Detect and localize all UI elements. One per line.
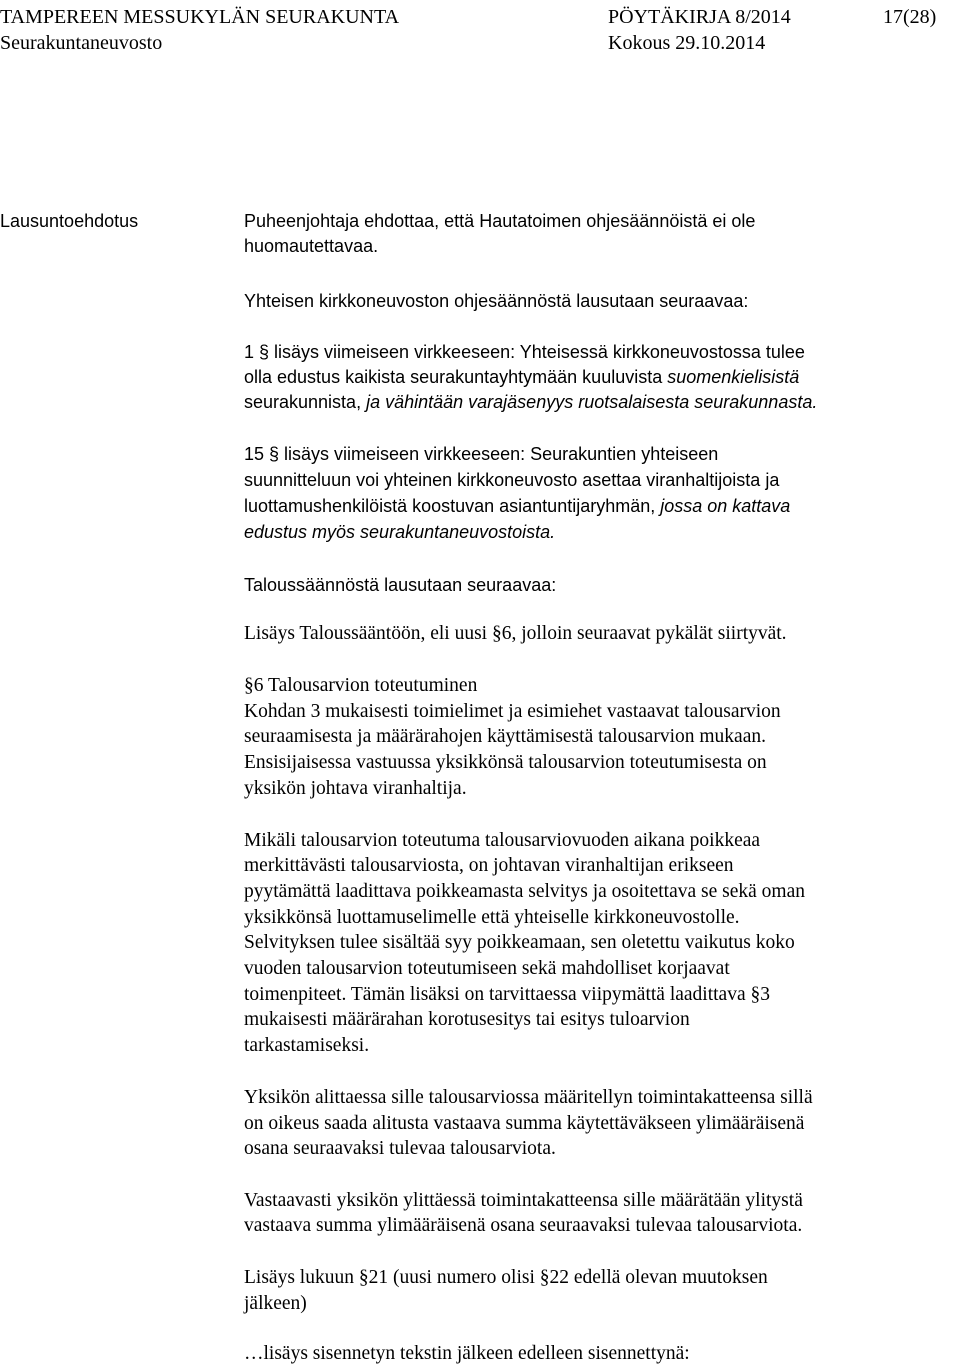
text-line: toimenpiteet. Tämän lisäksi on tarvittaessa viipymättä laadittava §3 xyxy=(244,984,770,1005)
text-line: vuoden talousarvion toteutumiseen sekä mahdolliset korjaavat xyxy=(244,958,730,979)
text-line xyxy=(244,364,799,390)
text-line: 15 § lisäys viimeiseen virkkeeseen: Seurakuntien yhteiseen xyxy=(244,444,719,464)
text-line: mukaisesti määrärahan korotusesitys tai esitys tuloarvion xyxy=(244,1009,690,1030)
organization-name: TAMPEREEN MESSUKYLÄN SEURAKUNTA xyxy=(0,6,400,28)
text-line: jälkeen) xyxy=(244,1293,307,1314)
text-line: Vastaavasti yksikön ylittäessä toimintakatteensa sille määrätään ylitystä xyxy=(244,1190,803,1211)
governing-body: Seurakuntaneuvosto xyxy=(0,32,163,54)
text-span: olla edustus kaikista seurakuntayhtymään kuuluvista xyxy=(244,367,668,387)
text-line: Yksikön alittaessa sille talousarviossa määritellyn toimintakatteensa sillä xyxy=(244,1087,813,1108)
text-line: Kohdan 3 mukaisesti toimielimet ja esimiehet vastaavat talousarvion xyxy=(244,701,781,722)
italic-span: suomenkielisistä xyxy=(667,367,800,387)
text-line: Lisäys lukuun §21 (uusi numero olisi §22 edellä olevan muutoksen xyxy=(244,1267,768,1288)
text-span: seurakunnista, xyxy=(244,392,367,412)
text-span: luottamushenkilöistä koostuvan asiantuntijaryhmän, xyxy=(244,496,661,516)
text-line: Ensisijaisessa vastuussa yksikkönsä talousarvion toteutumisesta on xyxy=(244,752,767,773)
text-line: Puheenjohtaja ehdottaa, että Hautatoimen ohjesäännöistä ei ole xyxy=(244,211,756,231)
text-line: seuraamisesta ja määrärahojen käyttämisestä talousarvion mukaan. xyxy=(244,726,766,747)
text-line: 1 § lisäys viimeiseen virkkeeseen: Yhteisessä kirkkoneuvostossa tulee xyxy=(244,342,805,362)
text-line: suunnitteluun voi yhteinen kirkkoneuvosto asettaa viranhaltijoista ja xyxy=(244,470,780,490)
text-line: Taloussäännöstä lausutaan seuraavaa: xyxy=(244,575,557,595)
text-line xyxy=(244,493,790,519)
text-line: huomautettavaa. xyxy=(244,236,379,256)
text-line: Mikäli talousarvion toteutuma talousarviovuoden aikana poikkeaa xyxy=(244,830,761,851)
page-number: 17(28) xyxy=(883,6,937,28)
text-line: osana seuraavaksi tulevaa talousarviota. xyxy=(244,1138,556,1159)
text-line: …lisäys sisennetyn tekstin jälkeen edelleen sisennettynä: xyxy=(244,1343,690,1364)
text-line xyxy=(244,389,817,415)
section-label: Lausuntoehdotus xyxy=(0,211,139,231)
text-line: tarkastamiseksi. xyxy=(244,1035,370,1056)
italic-span: ja vähintään varajäsenyys ruotsalaisesta seurakunnasta. xyxy=(366,392,818,412)
text-line: yksikkönsä luottamuselimelle että yhteiselle kirkkoneuvostolle. xyxy=(244,907,740,928)
text-line: merkittävästi talousarviosta, on johtavan viranhaltijan erikseen xyxy=(244,855,734,876)
text-line: Lisäys Taloussääntöön, eli uusi §6, jolloin seuraavat pykälät siirtyvät. xyxy=(244,623,787,644)
document-title: PÖYTÄKIRJA 8/2014 xyxy=(608,6,791,28)
text-line: yksikön johtava viranhaltija. xyxy=(244,778,467,799)
text-line: Yhteisen kirkkoneuvoston ohjesäännöstä lausutaan seuraavaa: xyxy=(244,291,749,311)
italic-span: jossa on kattava xyxy=(660,496,791,516)
text-line: §6 Talousarvion toteutuminen xyxy=(244,675,478,696)
text-line: edustus myös seurakuntaneuvostoista. xyxy=(244,522,556,542)
meeting-date: Kokous 29.10.2014 xyxy=(608,32,766,54)
text-line: pyytämättä laadittava poikkeamasta selvitys ja osoitettava se sekä oman xyxy=(244,881,805,902)
text-line: on oikeus saada alitusta vastaava summa käytettäväkseen ylimääräisenä xyxy=(244,1113,805,1134)
text-line: Selvityksen tulee sisältää syy poikkeamaan, sen oletettu vaikutus koko xyxy=(244,932,795,953)
text-line: vastaava summa ylimääräisenä osana seuraavaksi tulevaa talousarviota. xyxy=(244,1215,803,1236)
